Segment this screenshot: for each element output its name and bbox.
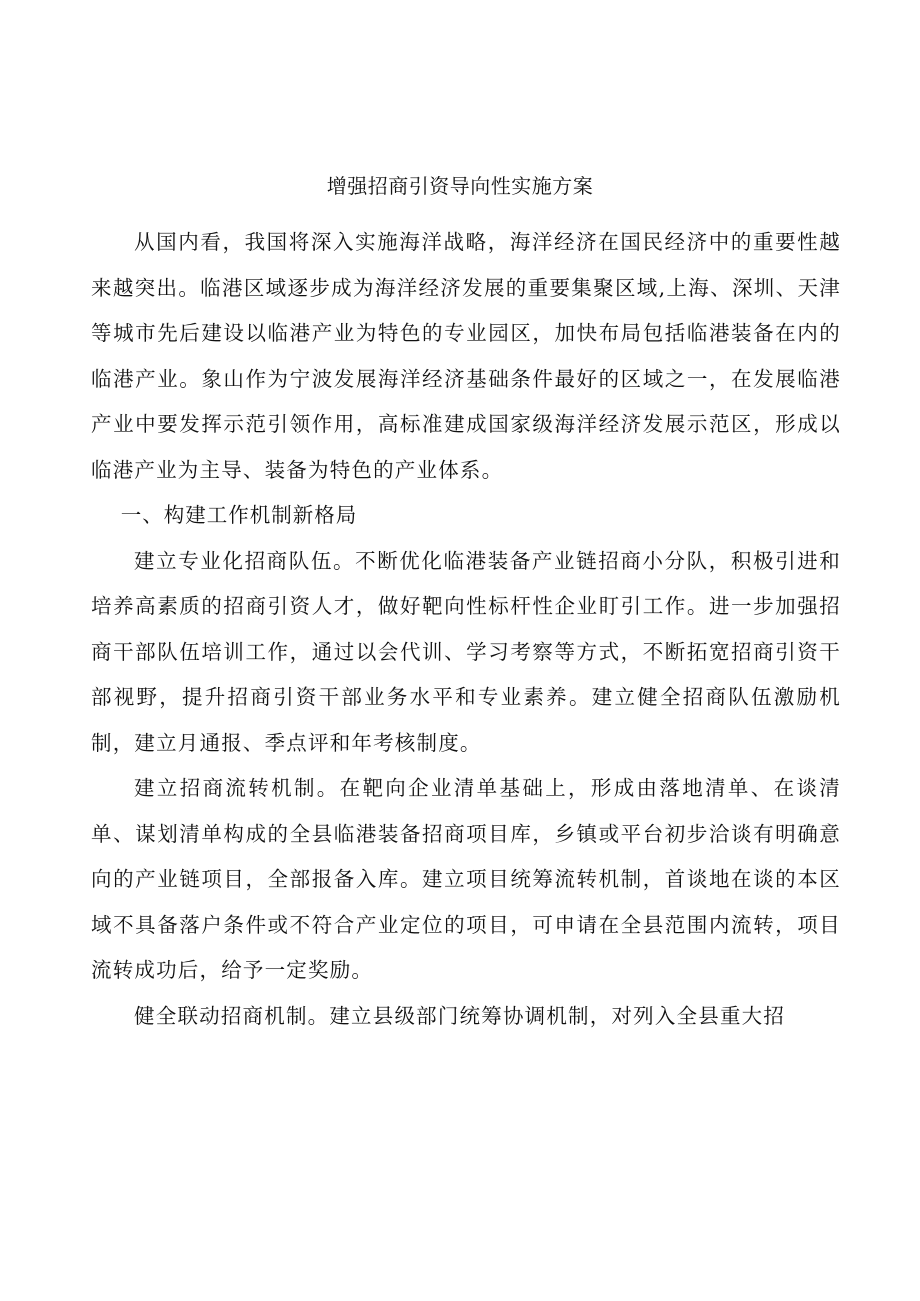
paragraph-intro: 从国内看，我国将深入实施海洋战略，海洋经济在国民经济中的重要性越来越突出。临港区域逐步成为海洋经济发展的重要集聚区域,上海、深圳、天津等城市先后建设以临港产业为特色的专业园区，加快布局包括临港装备在内的临港产业。象山作为宁波发展海洋经济基础条件最好的区域之一，在发展临港产业中要发挥示范引领作用，高标准建成国家级海洋经济发展示范区，形成以临港产业为主导、装备为特色的产业体系。 [91, 230, 841, 482]
paragraph-linkage: 健全联动招商机制。建立县级部门统筹协调机制，对列入全县重大招 [134, 1003, 786, 1028]
document-title: 增强招商引资导向性实施方案 [326, 174, 594, 198]
document-body [91, 220, 841, 1039]
section-heading: 一、构建工作机制新格局 [120, 503, 358, 527]
paragraph-team: 建立专业化招商队伍。不断优化临港装备产业链招商小分队，积极引进和培养高素质的招商引资人才，做好靶向性标杆性企业盯引工作。进一步加强招商干部队伍培训工作，通过以会代训、学习考察等方式，不断拓宽招商引资干部视野，提升招商引资干部业务水平和专业素养。建立健全招商队伍激励机制，建立月通报、季点评和年考核制度。 [91, 548, 841, 755]
paragraph-transfer: 建立招商流转机制。在靶向企业清单基础上，形成由落地清单、在谈清单、谋划清单构成的全县临港装备招商项目库，乡镇或平台初步洽谈有明确意向的产业链项目，全部报备入库。建立项目统筹流转机制，首谈地在谈的本区域不具备落户条件或不符合产业定位的项目，可申请在全县范围内流转，项目流转成功后，给予一定奖励。 [91, 776, 841, 982]
